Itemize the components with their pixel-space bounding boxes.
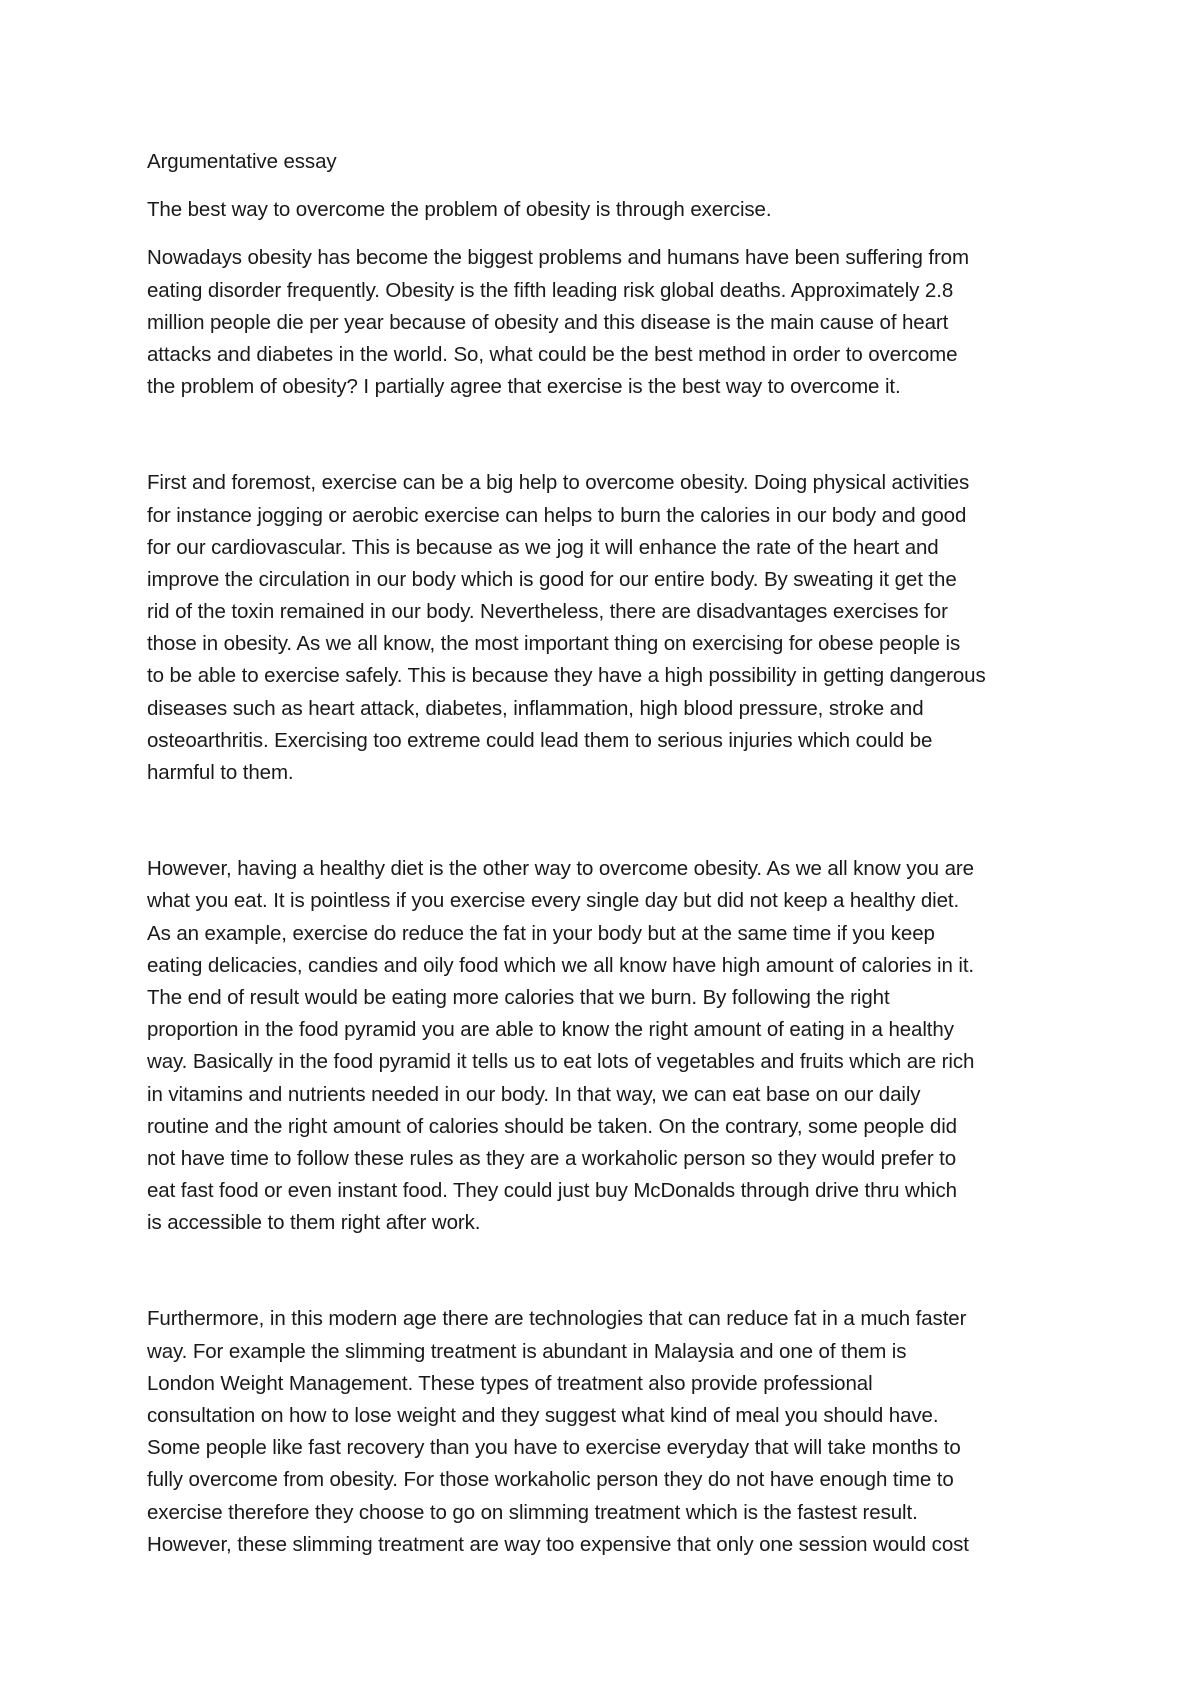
paragraph-line: those in obesity. As we all know, the most important thing on exercising for obese people is xyxy=(147,632,961,656)
paragraph-line: is accessible to them right after work. xyxy=(147,1211,481,1235)
paragraph-introduction xyxy=(147,242,1072,403)
paragraph-technologies xyxy=(147,1303,1072,1561)
paragraph-line: However, having a healthy diet is the other way to overcome obesity. As we all know you are xyxy=(147,857,974,881)
paragraph-line: eating disorder frequently. Obesity is the fifth leading risk global deaths. Approximately 2.8 xyxy=(147,278,954,302)
paragraph-line: proportion in the food pyramid you are able to know the right amount of eating in a healthy xyxy=(147,1018,954,1042)
paragraph-line: exercise therefore they choose to go on slimming treatment which is the fastest result. xyxy=(147,1500,918,1524)
paragraph-line: way. For example the slimming treatment is abundant in Malaysia and one of them is xyxy=(147,1339,907,1363)
paragraph-line: consultation on how to lose weight and they suggest what kind of meal you should have. xyxy=(147,1404,939,1427)
paragraph-line: in vitamins and nutrients needed in our body. In that way, we can eat base on our daily xyxy=(147,1082,921,1106)
paragraph-line: osteoarthritis. Exercising too extreme could lead them to serious injuries which could be xyxy=(147,728,933,752)
paragraph-line: routine and the right amount of calories should be taken. On the contrary, some people did xyxy=(147,1114,957,1138)
paragraph-line: for instance jogging or aerobic exercise can helps to burn the calories in our body and good xyxy=(147,503,967,527)
paragraph-line: harmful to them. xyxy=(147,761,294,784)
paragraph-line: to be able to exercise safely. This is because they have a high possibility in getting dangerous xyxy=(147,664,986,688)
paragraph-line: Furthermore, in this modern age there are technologies that can reduce fat in a much faster xyxy=(147,1307,967,1331)
document-thesis: The best way to overcome the problem of obesity is through exercise. xyxy=(147,198,772,222)
paragraph-line: diseases such as heart attack, diabetes, inflammation, high blood pressure, stroke and xyxy=(147,696,924,720)
paragraph-line: However, these slimming treatment are way too expensive that only one session would cost xyxy=(147,1532,969,1556)
document-title: Argumentative essay xyxy=(147,150,337,173)
paragraph-line: As an example, exercise do reduce the fat in your body but at the same time if you keep xyxy=(147,921,935,945)
paragraph-line: London Weight Management. These types of treatment also provide professional xyxy=(147,1371,873,1395)
paragraph-line: way. Basically in the food pyramid it tells us to eat lots of vegetables and fruits which are rich xyxy=(147,1050,975,1074)
paragraph-line: the problem of obesity? I partially agree that exercise is the best way to overcome it. xyxy=(147,375,901,399)
paragraph-line: rid of the toxin remained in our body. Nevertheless, there are disadvantages exercises for xyxy=(147,600,948,624)
paragraph-line: eating delicacies, candies and oily food which we all know have high amount of calories in it. xyxy=(147,953,975,977)
document-body xyxy=(147,146,1072,1561)
paragraph-line: The end of result would be eating more calories that we burn. By following the right xyxy=(147,985,890,1009)
paragraph-line: Nowadays obesity has become the biggest problems and humans have been suffering from xyxy=(147,246,969,270)
paragraph-line: First and foremost, exercise can be a big help to overcome obesity. Doing physical activities xyxy=(147,471,970,495)
paragraph-line: million people die per year because of obesity and this disease is the main cause of heart xyxy=(147,310,949,334)
paragraph-line: eat fast food or even instant food. They could just buy McDonalds through drive thru which xyxy=(147,1179,957,1203)
paragraph-line: fully overcome from obesity. For those workaholic person they do not have enough time to xyxy=(147,1468,954,1492)
paragraph-line: not have time to follow these rules as they are a workaholic person so they would prefer to xyxy=(147,1146,957,1170)
paragraph-healthy-diet xyxy=(147,853,1072,1239)
paragraph-line: for our cardiovascular. This is because as we jog it will enhance the rate of the heart and xyxy=(147,535,939,559)
paragraph-exercise xyxy=(147,467,1072,789)
paragraph-line: improve the circulation in our body which is good for our entire body. By sweating it get the xyxy=(147,567,957,591)
paragraph-line: Some people like fast recovery than you have to exercise everyday that will take months to xyxy=(147,1436,961,1460)
paragraph-line: what you eat. It is pointless if you exercise every single day but did not keep a healthy diet. xyxy=(147,889,960,913)
paragraph-line: attacks and diabetes in the world. So, what could be the best method in order to overcome xyxy=(147,342,958,366)
